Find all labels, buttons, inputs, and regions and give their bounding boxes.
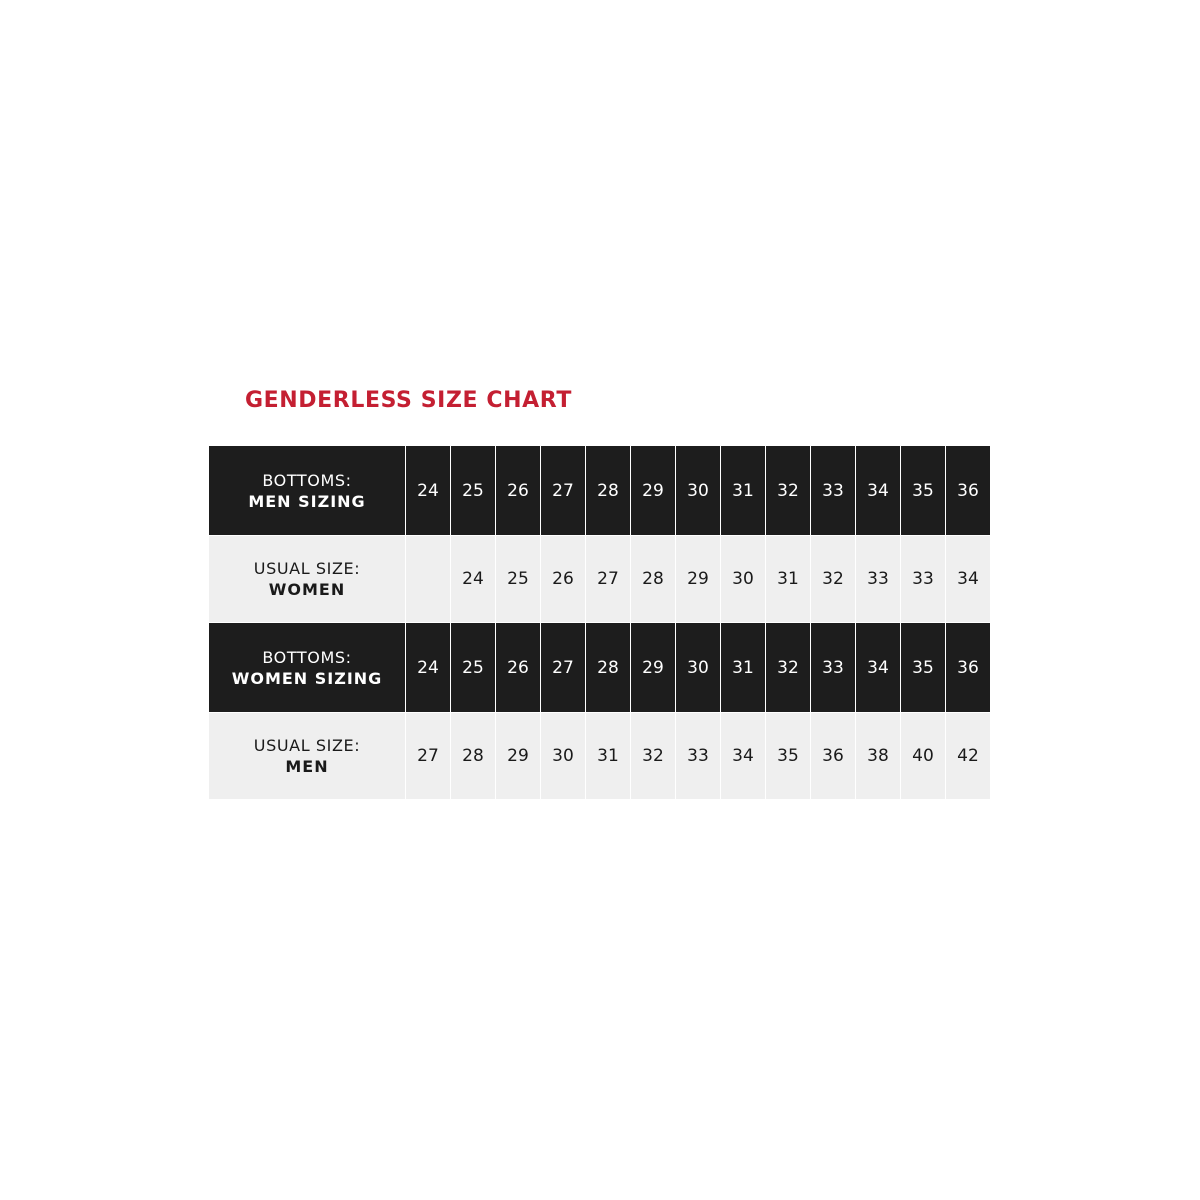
size-cell: 26 (541, 536, 585, 622)
size-cell: 29 (631, 446, 675, 535)
size-cell: 28 (586, 623, 630, 712)
size-cell: 33 (811, 446, 855, 535)
size-cell: 29 (676, 536, 720, 622)
size-cell: 38 (856, 713, 900, 799)
size-cell: 36 (946, 623, 990, 712)
size-cell: 28 (631, 536, 675, 622)
size-cell: 33 (856, 536, 900, 622)
chart-title: GENDERLESS SIZE CHART (245, 388, 572, 413)
size-cell: 24 (451, 536, 495, 622)
size-chart-table (209, 446, 989, 799)
row-label-line2: MEN (285, 757, 329, 776)
size-cell: 34 (721, 713, 765, 799)
row-label-line1: BOTTOMS: (262, 470, 352, 490)
size-cell: 32 (631, 713, 675, 799)
row-label-line1: BOTTOMS: (262, 647, 352, 667)
size-cell: 25 (451, 623, 495, 712)
size-cell (406, 536, 450, 622)
size-cell: 32 (766, 446, 810, 535)
size-cell: 30 (721, 536, 765, 622)
size-cell: 33 (676, 713, 720, 799)
row-label-line2: WOMEN SIZING (231, 668, 383, 688)
size-cell: 36 (946, 446, 990, 535)
size-cell: 27 (541, 623, 585, 712)
size-cell: 33 (901, 536, 945, 622)
size-cell: 24 (406, 446, 450, 535)
size-cell: 25 (496, 536, 540, 622)
size-cell: 35 (766, 713, 810, 799)
size-cell: 27 (586, 536, 630, 622)
row-label (209, 623, 405, 712)
size-cell: 34 (856, 446, 900, 535)
row-label (209, 446, 405, 535)
row-label-line2: WOMEN (268, 580, 346, 599)
row-label (209, 713, 405, 799)
size-cell: 28 (451, 713, 495, 799)
size-cell: 42 (946, 713, 990, 799)
size-cell: 25 (451, 446, 495, 535)
size-cell: 33 (811, 623, 855, 712)
size-cell: 31 (586, 713, 630, 799)
size-cell: 30 (676, 623, 720, 712)
row-label (209, 536, 405, 622)
row-label-line1: USUAL SIZE: (253, 559, 361, 578)
size-cell: 30 (676, 446, 720, 535)
size-cell: 24 (406, 623, 450, 712)
size-cell: 31 (721, 623, 765, 712)
size-cell: 32 (766, 623, 810, 712)
size-cell: 29 (631, 623, 675, 712)
size-cell: 31 (721, 446, 765, 535)
size-cell: 35 (901, 446, 945, 535)
size-cell: 29 (496, 713, 540, 799)
size-cell: 40 (901, 713, 945, 799)
size-cell: 34 (946, 536, 990, 622)
row-label-line2: MEN SIZING (248, 491, 366, 511)
size-cell: 27 (406, 713, 450, 799)
size-cell: 34 (856, 623, 900, 712)
size-cell: 36 (811, 713, 855, 799)
size-cell: 27 (541, 446, 585, 535)
size-cell: 31 (766, 536, 810, 622)
size-cell: 26 (496, 446, 540, 535)
size-cell: 30 (541, 713, 585, 799)
size-cell: 35 (901, 623, 945, 712)
size-cell: 32 (811, 536, 855, 622)
row-label-line1: USUAL SIZE: (253, 736, 361, 755)
size-cell: 26 (496, 623, 540, 712)
size-cell: 28 (586, 446, 630, 535)
